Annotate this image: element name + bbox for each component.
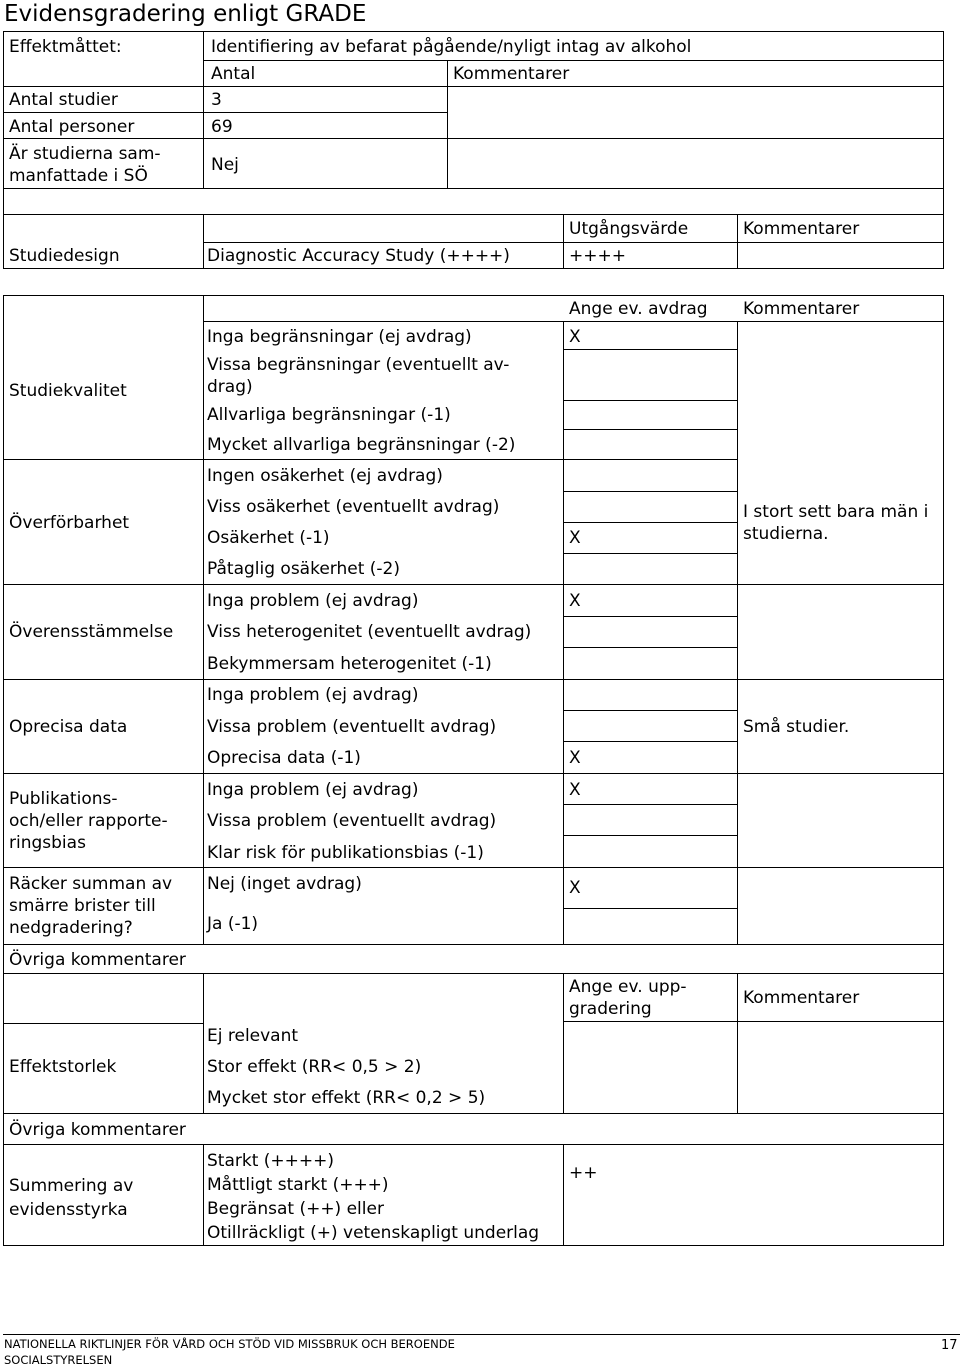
- publikation-option: Inga problem (ej avdrag): [207, 780, 419, 800]
- studiekvalitet-option: Allvarliga begränsningar (-1): [207, 405, 451, 425]
- overensstammelse-mark: X: [569, 591, 581, 611]
- sammanfattade-label-line2: manfattade i SÖ: [9, 166, 148, 186]
- footer-publisher: SOCIALSTYRELSEN: [4, 1353, 113, 1367]
- publikation-option: Vissa problem (eventuellt avdrag): [207, 811, 497, 831]
- effektstorlek-option: Mycket stor effekt (RR< 0,2 > 5): [207, 1088, 486, 1108]
- page-number: 17: [941, 1338, 958, 1353]
- publikation-label-line2: och/eller rapporte-: [9, 811, 168, 831]
- column-header-kommentarer: Kommentarer: [453, 64, 570, 84]
- oprecisa-option: Oprecisa data (-1): [207, 748, 361, 768]
- column-header-kommentarer-uppgradering: Kommentarer: [743, 988, 860, 1008]
- column-header-ange-uppgradering-line2: gradering: [569, 999, 652, 1019]
- oprecisa-label: Oprecisa data: [9, 717, 128, 737]
- oprecisa-mark: X: [569, 748, 581, 768]
- sammanfattade-value: Nej: [211, 155, 239, 175]
- overensstammelse-option: Bekymmersam heterogenitet (-1): [207, 654, 492, 674]
- summering-value: ++: [569, 1163, 598, 1183]
- oprecisa-option: Inga problem (ej avdrag): [207, 685, 419, 705]
- overforbarhet-option: Osäkerhet (-1): [207, 528, 330, 548]
- utgangsvarde-value: ++++: [569, 246, 626, 266]
- oprecisa-comment: Små studier.: [743, 717, 850, 737]
- overensstammelse-label: Överensstämmelse: [9, 622, 174, 642]
- racker-label-line3: nedgradering?: [9, 918, 133, 938]
- racker-option: Nej (inget avdrag): [207, 874, 362, 894]
- racker-option: Ja (-1): [207, 914, 259, 934]
- studiekvalitet-label: Studiekvalitet: [9, 381, 127, 401]
- studiekvalitet-option: Vissa begränsningar (eventuellt av-: [207, 355, 510, 375]
- effektmattet-label: Effektmåttet:: [9, 37, 122, 57]
- antal-personer-label: Antal personer: [9, 117, 135, 137]
- footer-title: NATIONELLA RIKTLINJER FÖR VÅRD OCH STÖD VID MISSBRUK OCH BEROENDE: [4, 1337, 455, 1351]
- studiekvalitet-option: drag): [207, 377, 253, 397]
- studiedesign-label: Studiedesign: [9, 246, 120, 266]
- ovriga-kommentarer-label: Övriga kommentarer: [9, 950, 186, 970]
- overensstammelse-option: Viss heterogenitet (eventuellt avdrag): [207, 622, 532, 642]
- antal-studier-value: 3: [211, 90, 222, 110]
- publikation-label-line3: ringsbias: [9, 833, 86, 853]
- racker-mark: X: [569, 878, 581, 898]
- summering-label-line2: evidensstyrka: [9, 1200, 128, 1220]
- studiekvalitet-option: Mycket allvarliga begränsningar (-2): [207, 435, 516, 455]
- column-header-ange-uppgradering-line1: Ange ev. upp-: [569, 977, 687, 997]
- column-header-utgangsvarde: Utgångsvärde: [569, 219, 689, 239]
- antal-personer-value: 69: [211, 117, 233, 137]
- racker-label-line1: Räcker summan av: [9, 874, 173, 894]
- effektmattet-value: Identifiering av befarat pågående/nyligt intag av alkohol: [211, 37, 692, 57]
- summering-option: Begränsat (++) eller: [207, 1199, 384, 1219]
- overforbarhet-label: Överförbarhet: [9, 513, 130, 533]
- effektstorlek-label: Effektstorlek: [9, 1057, 117, 1077]
- summering-option: Måttligt starkt (+++): [207, 1175, 389, 1195]
- studiekvalitet-option: Inga begränsningar (ej avdrag): [207, 327, 472, 347]
- column-header-antal: Antal: [211, 64, 256, 84]
- oprecisa-option: Vissa problem (eventuellt avdrag): [207, 717, 497, 737]
- publikation-label-line1: Publikations-: [9, 789, 118, 809]
- summering-option: Starkt (++++): [207, 1151, 335, 1171]
- summering-option: Otillräckligt (+) vetenskapligt underlag: [207, 1223, 540, 1243]
- studiekvalitet-mark: X: [569, 327, 581, 347]
- studiedesign-value: Diagnostic Accuracy Study (++++): [207, 246, 510, 266]
- racker-label-line2: smärre brister till: [9, 896, 156, 916]
- overensstammelse-option: Inga problem (ej avdrag): [207, 591, 419, 611]
- overforbarhet-option: Viss osäkerhet (eventuellt avdrag): [207, 497, 500, 517]
- page-title: Evidensgradering enligt GRADE: [4, 1, 367, 27]
- column-header-ange-avdrag: Ange ev. avdrag: [569, 299, 708, 319]
- overforbarhet-comment-line1: I stort sett bara män i: [743, 502, 929, 522]
- column-header-kommentarer-design: Kommentarer: [743, 219, 860, 239]
- overforbarhet-mark: X: [569, 528, 581, 548]
- summering-label-line1: Summering av: [9, 1176, 134, 1196]
- overforbarhet-option: Ingen osäkerhet (ej avdrag): [207, 466, 443, 486]
- column-header-kommentarer-avdrag: Kommentarer: [743, 299, 860, 319]
- effektstorlek-option: Stor effekt (RR< 0,5 > 2): [207, 1057, 422, 1077]
- overforbarhet-comment-line2: studierna.: [743, 524, 829, 544]
- antal-studier-label: Antal studier: [9, 90, 118, 110]
- sammanfattade-label-line1: Är studierna sam-: [9, 144, 161, 164]
- ovriga-kommentarer-uppgradering-label: Övriga kommentarer: [9, 1120, 186, 1140]
- publikation-mark: X: [569, 780, 581, 800]
- effektstorlek-option: Ej relevant: [207, 1026, 299, 1046]
- overforbarhet-option: Påtaglig osäkerhet (-2): [207, 559, 401, 579]
- publikation-option: Klar risk för publikationsbias (-1): [207, 843, 484, 863]
